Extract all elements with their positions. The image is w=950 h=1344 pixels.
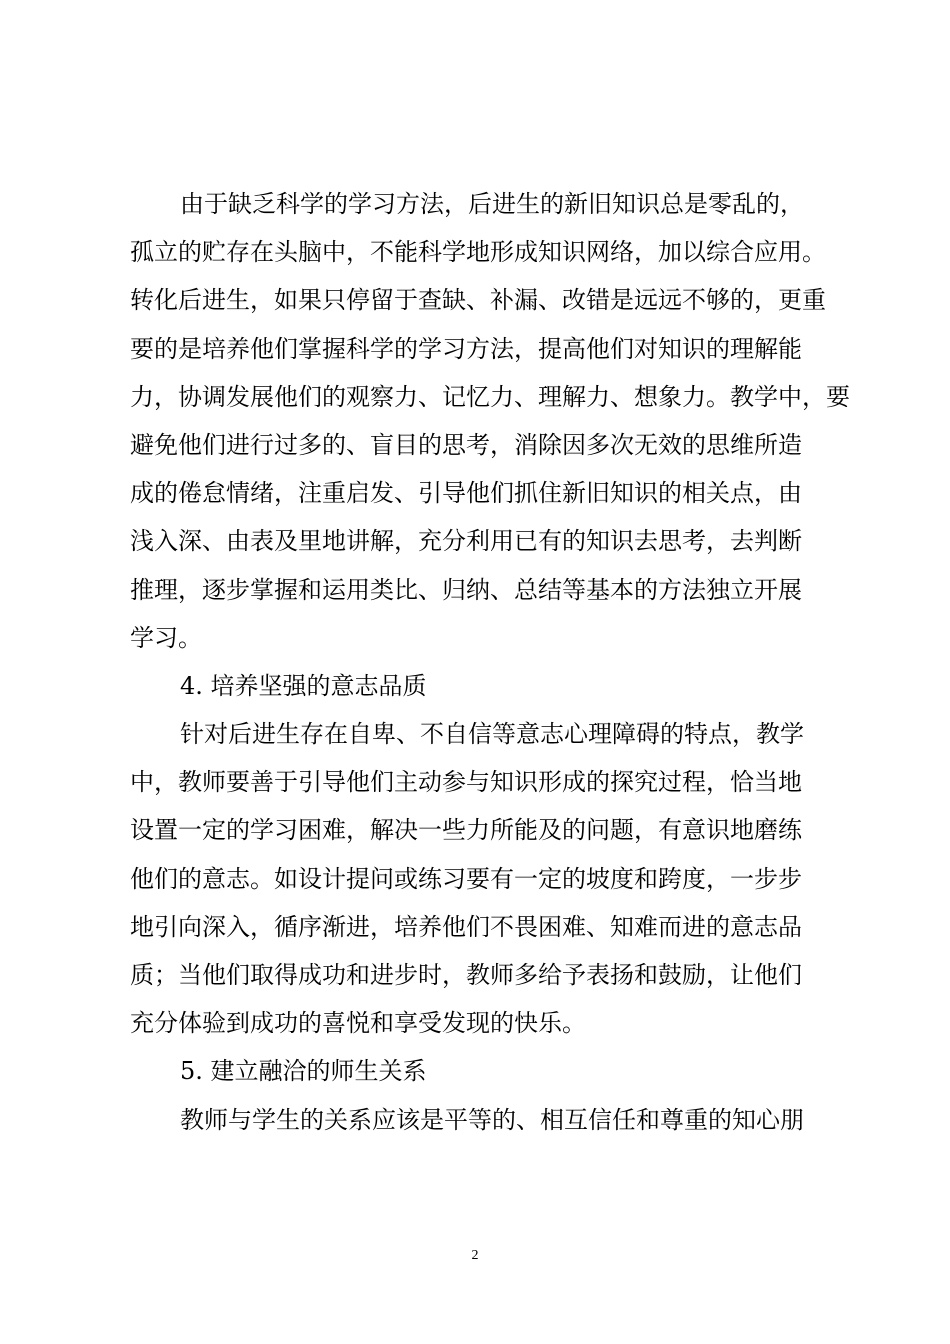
- paragraph-line: 中，教师要善于引导他们主动参与知识形成的探究过程，恰当地: [130, 768, 802, 797]
- paragraph-line: 成的倦怠情绪，注重启发、引导他们抓住新旧知识的相关点，由: [130, 479, 802, 508]
- paragraph-line: 转化后进生，如果只停留于查缺、补漏、改错是远远不够的，更重: [130, 286, 826, 315]
- paragraph-line: 浅入深、由表及里地讲解，充分利用已有的知识去思考，去判断: [130, 527, 802, 556]
- paragraph-line: 孤立的贮存在头脑中，不能科学地形成知识网络，加以综合应用。: [130, 238, 826, 267]
- section-heading: 5. 建立融洽的师生关系: [180, 1057, 427, 1086]
- section-heading: 4. 培养坚强的意志品质: [180, 671, 427, 700]
- paragraph-line: 由于缺乏科学的学习方法，后进生的新旧知识总是零乱的，: [180, 190, 804, 218]
- paragraph-line: 充分体验到成功的喜悦和享受发现的快乐。: [130, 1009, 586, 1038]
- paragraph-line: 质；当他们取得成功和进步时，教师多给予表扬和鼓励，让他们: [130, 961, 802, 989]
- paragraph-line: 地引向深入，循序渐进，培养他们不畏困难、知难而进的意志品: [130, 912, 802, 941]
- paragraph-line: 推理，逐步掌握和运用类比、归纳、总结等基本的方法独立开展: [130, 575, 802, 604]
- paragraph-line: 要的是培养他们掌握科学的学习方法，提高他们对知识的理解能: [130, 334, 802, 363]
- paragraph-line: 教师与学生的关系应该是平等的、相互信任和尊重的知心朋: [180, 1105, 804, 1134]
- paragraph-line: 学习。: [130, 623, 202, 652]
- paragraph-line: 针对后进生存在自卑、不自信等意志心理障碍的特点，教学: [180, 720, 804, 749]
- page-number: 2: [471, 1248, 479, 1263]
- paragraph-line: 避免他们进行过多的、盲目的思考，消除因多次无效的思维所造: [130, 430, 802, 459]
- paragraph-line: 力，协调发展他们的观察力、记忆力、理解力、想象力。教学中，要: [130, 382, 850, 411]
- paragraph-line: 他们的意志。如设计提问或练习要有一定的坡度和跨度，一步步: [130, 864, 802, 893]
- body-text: [130, 180, 850, 1144]
- paragraph-line: 设置一定的学习困难，解决一些力所能及的问题，有意识地磨练: [130, 816, 802, 845]
